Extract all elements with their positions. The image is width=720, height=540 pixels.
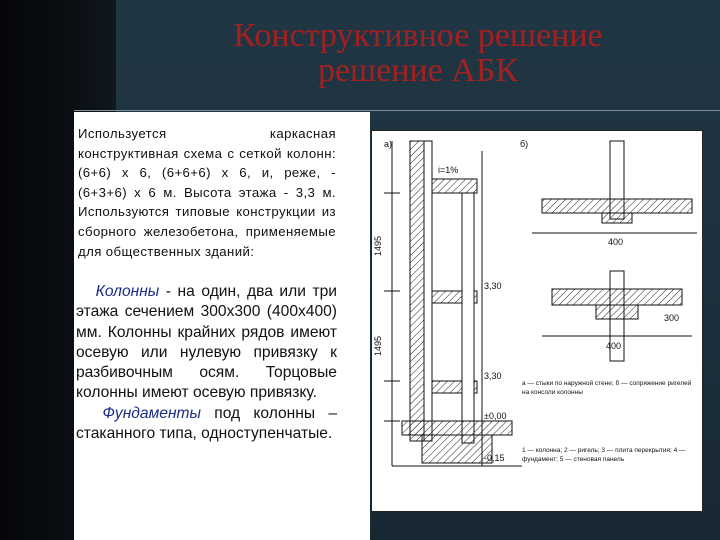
width-label-1: 400 xyxy=(608,237,624,247)
foundations-term: Фундаменты xyxy=(102,404,201,422)
drawing-svg xyxy=(372,131,702,511)
label-a: а) xyxy=(384,139,393,149)
console-mid xyxy=(596,305,638,319)
roof-slab xyxy=(432,179,477,193)
label-b: б) xyxy=(520,139,529,149)
caption-top: а — стыки по наружной стене; б — сопряжение ригелей на консоли колонны xyxy=(522,380,692,396)
intro-paragraph: Используется каркасная конструктивная схема с сеткой колонн: (6+6) х 6, (6+6+6) х 6, и, реже, - (6+3+6) х 6 м. Высота этажа - 3,3 м. Используются типовые конструкции из сборного железобетона, применяемые для общественных зданий: xyxy=(78,126,336,259)
title-line-1: Конструктивное решение xyxy=(233,17,603,54)
level-label-3: ±0,00 xyxy=(484,411,507,421)
wall-panel xyxy=(424,141,432,441)
console-top xyxy=(602,213,632,223)
level-label-1: 3,30 xyxy=(484,281,502,291)
columns-foundations-paragraph xyxy=(76,282,337,444)
foundations-text: под колонны – стаканного типа, одноступенчатые. xyxy=(76,404,338,443)
title-line-2: решение АБК xyxy=(317,52,519,89)
columns-text: - на один, два или три этажа сечением 300х300 (400х400) мм. Колонны крайних рядов имеют осевую или нулевую привязку к разбивочным осям. Торцовые колонны имеют осевую привязку. xyxy=(76,283,338,402)
width-label-2: 400 xyxy=(606,341,622,351)
captions xyxy=(522,379,697,506)
level-label-4: -0,15 xyxy=(484,453,505,463)
height-label-2: 1495 xyxy=(373,335,383,356)
columns-term: Колонны xyxy=(95,283,160,300)
slide-title xyxy=(116,18,720,88)
column-1 xyxy=(462,193,474,443)
level-label-2: 3,30 xyxy=(484,371,502,381)
width-label-3: 300 xyxy=(664,313,680,323)
outer-wall xyxy=(410,141,424,441)
height-label-1: 1495 xyxy=(373,235,383,256)
beam-top xyxy=(542,199,692,213)
section-a xyxy=(373,141,522,466)
beam-mid xyxy=(552,289,682,305)
caption-bottom: 1 — колонна; 2 — ригель; 3 — плита перекрытия; 4 — фундамент; 5 — стеновая панель xyxy=(522,447,686,463)
ground-slab xyxy=(402,421,512,435)
section-b xyxy=(532,141,697,361)
slope-label: i=1% xyxy=(438,165,459,175)
construction-drawing xyxy=(371,130,703,512)
title-divider xyxy=(74,110,720,111)
